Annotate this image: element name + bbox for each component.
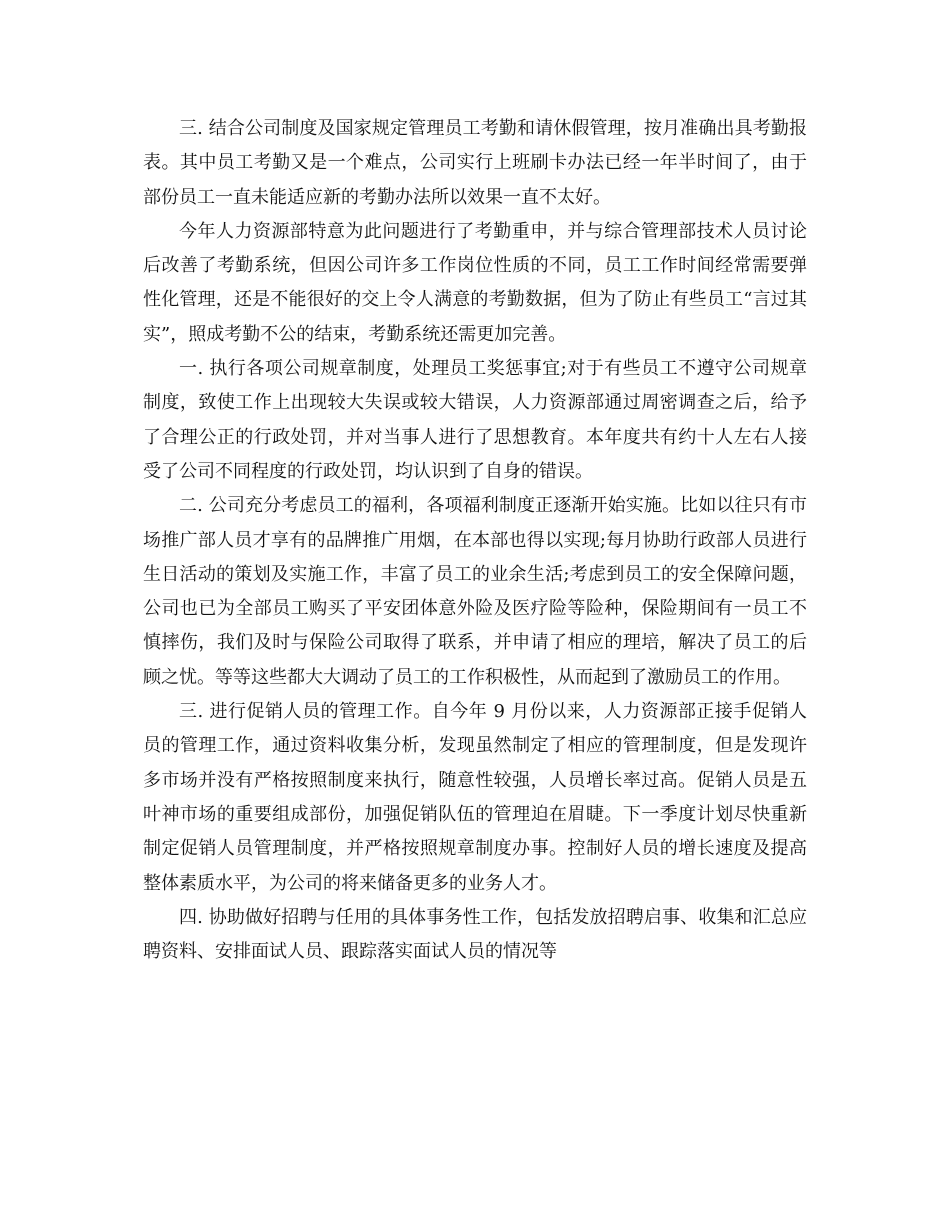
paragraph-employee-welfare: 二. 公司充分考虑员工的福利，各项福利制度正逐渐开始实施。比如以往只有市场推广部人员才享有的品牌推广用烟，在本部也得以实现;每月协助行政部人员进行生日活动的策划及实施工作，丰富了员工的业余生活;考虑到员工的安全保障问题，公司也已为全部员工购买了平安团体意外险及医疗险等险种，保险期间有一员工不慎摔伤，我们及时与保险公司取得了联系，并申请了相应的理培，解决了员工的后顾之忧。等等这些都大大调动了员工的工作积极性，从而起到了激励员工的作用。 [143,495,807,688]
paragraph-attendance-management: 三. 结合公司制度及国家规定管理员工考勤和请休假管理，按月准确出具考勤报表。其中员工考勤又是一个难点，公司实行上班刷卡办法已经一年半时间了，由于部份员工一直未能适应新的考勤办法所以效果一直不太好。 [143,118,807,208]
document-body [143,112,807,969]
paragraph-recruitment-assistance: 四. 协助做好招聘与任用的具体事务性工作，包括发放招聘启事、收集和汇总应聘资料、安排面试人员、跟踪落实面试人员的情况等 [143,906,807,963]
paragraph-promoter-management: 三. 进行促销人员的管理工作。自今年 9 月份以来，人力资源部正接手促销人员的管理工作，通过资料收集分析，发现虽然制定了相应的管理制度，但是发现许多市场并没有严格按照制度来执行，随意性较强，人员增长率过高。促销人员是五叶神市场的重要组成部份，加强促销队伍的管理迫在眉睫。下一季度计划尽快重新制定促销人员管理制度，并严格按照规章制度办事。控制好人员的增长速度及提高整体素质水平，为公司的将来储备更多的业务人才。 [143,701,807,894]
paragraph-rules-discipline: 一. 执行各项公司规章制度，处理员工奖惩事宜;对于有些员工不遵守公司规章制度，致使工作上出现较大失误或较大错误，人力资源部通过周密调查之后，给予了合理公正的行政处罚，并对当事人进行了思想教育。本年度共有约十人左右人接受了公司不同程度的行政处罚，均认识到了自身的错误。 [143,358,807,482]
paragraph-attendance-review: 今年人力资源部特意为此问题进行了考勤重申，并与综合管理部技术人员讨论后改善了考勤系统，但因公司许多工作岗位性质的不同，员工工作时间经常需要弹性化管理，还是不能很好的交上令人满意的考勤数据，但为了防止有些员工“言过其实”，照成考勤不公的结束，考勤系统还需更加完善。 [143,220,807,345]
